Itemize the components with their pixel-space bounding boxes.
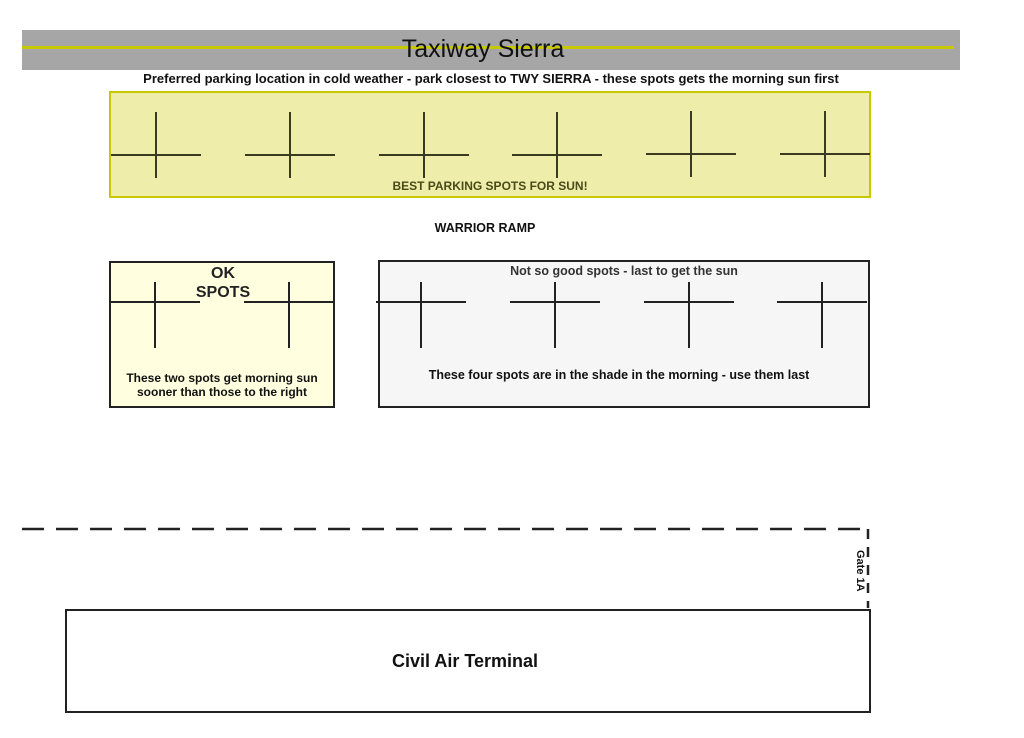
parking-spot [646,111,736,177]
fence-line [0,520,1024,620]
ok-title-line2: SPOTS [195,284,251,301]
parking-spot [780,111,870,177]
notgood-zone-title: Not so good spots - last to get the sun [510,264,738,278]
preferred-parking-note: Preferred parking location in cold weather - park closest to TWY SIERRA - these spots gets the morning sun first [143,71,839,86]
parking-spot [245,112,335,178]
terminal-label: Civil Air Terminal [391,651,539,671]
taxiway-title: Taxiway Sierra [401,35,565,63]
warrior-ramp-label: WARRIOR RAMP [434,221,536,235]
notgood-zone-note: These four spots are in the shade in the morning - use them last [428,368,810,382]
gate-label: Gate 1A [854,550,866,592]
best-zone-label: BEST PARKING SPOTS FOR SUN! [392,179,588,193]
parking-spot [512,112,602,178]
ok-zone-title [185,264,261,302]
parking-spot [644,282,734,348]
parking-spot [510,282,600,348]
parking-spot [379,112,469,178]
parking-spot [111,112,201,178]
ok-title-line1: OK [211,265,235,282]
parking-spot [376,282,466,348]
parking-spot [777,282,867,348]
ok-note-line1: These two spots get morning sun [126,371,318,385]
ok-zone-note [113,371,331,399]
ok-note-line2: sooner than those to the right [137,385,307,399]
